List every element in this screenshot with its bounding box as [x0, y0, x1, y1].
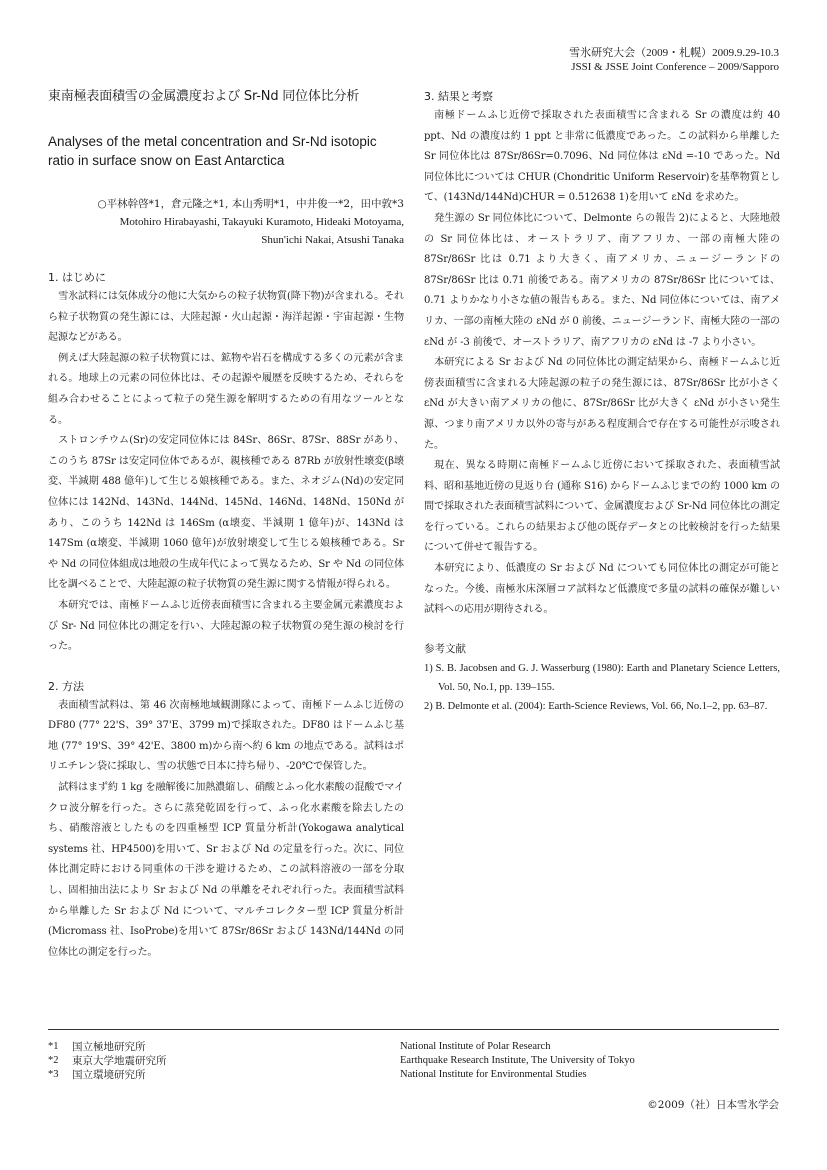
footnotes-english [400, 1040, 635, 1082]
authors-english-line1: Motohiro Hirabayashi, Takayuki Kuramoto, Hideaki Motoyama, [119, 216, 404, 228]
footnote-affiliation-en: National Institute for Environmental Studies [400, 1069, 587, 1080]
right-column [424, 88, 780, 716]
section-results-heading: 3. 結果と考察 [424, 90, 493, 103]
results-paragraph-1: 南極ドームふじ近傍で採取された表面積雪に含まれる Sr の濃度は約 40 ppt、Nd の濃度は約 1 ppt と非常に低濃度であった。この試料から単離した Sr 同位体比は 87Sr/86Sr=0.7096、Nd 同位体は εNd =-10 であった。Nd 同位体比については CHUR (Chondritic Uniform Reservoir)を基準物質として、(143Nd/144Nd)CHUR = 0.512638 1)を用いて εNd を求めた。 [424, 110, 780, 204]
footnote-mark: *2 [48, 1055, 59, 1066]
results-paragraph-5: 本研究により、低濃度の Sr および Nd についても同位体比の測定が可能となった。今後、南極氷床深層コア試料など低濃度で多量の試料の確保が難しい試料への応用が期待される。 [424, 563, 780, 616]
intro-paragraph-4: 本研究では、南極ドームふじ近傍表面積雪に含まれる主要金属元素濃度および Sr- Nd 同位体比の測定を行い、大陸起源の粒子状物質の発生源の検討を行った。 [48, 599, 404, 653]
footnote-divider [48, 1029, 779, 1030]
title-japanese: 東南極表面積雪の金属濃度および Sr-Nd 同位体比分析 [48, 89, 360, 104]
footnote-3 [48, 1068, 167, 1082]
footnote-affiliation-ja: 国立極地研究所 [72, 1041, 146, 1053]
footnote-mark: *1 [48, 1041, 59, 1052]
footnote-affiliation-en: National Institute of Polar Research [400, 1041, 551, 1052]
reference-2: 2) B. Delmonte et al. (2004): Earth-Science Reviews, Vol. 66, No.1–2, pp. 63–87. [424, 700, 768, 712]
authors-japanese: ○平林幹啓*1，倉元隆之*1, 本山秀明*1，中井俊一*2，田中敦*3 [97, 198, 404, 210]
results-paragraph-4: 現在、異なる時期に南極ドームふじ近傍において採取された、表面積雪試料、昭和基地近傍の見返り台 (通称 S16) からドームふじまでの約 1000 km の間で採取された表面積雪試料について、金属濃度および Sr-Nd 同位体比の測定を行っている。これらの結果および他の既存データとの比較検討を行った結果について併せて報告する。 [424, 460, 780, 554]
results-paragraph-3: 本研究による Sr および Nd の同位体比の測定結果から、南極ドームふじ近傍表面積雪に含まれる大陸起源の粒子の発生源には、87Sr/86Sr 比が小さく εNd が大きい南アメリカの他に、87Sr/86Sr 比が大きく εNd が小さい発生源、つまり南アメリカ以外の寄与がある程度割合で存在する可能性が示唆された。 [424, 357, 780, 451]
methods-paragraph-2: 試料はまず約 1 kg を融解後に加熱濃縮し、硝酸とふっ化水素酸の混酸でマイクロ波分解を行った。さらに蒸発乾固を行って、ふっ化水素酸を除去したのち、硝酸溶液としたものを四重極型 ICP 質量分析計(Yokogawa analytical systems 社、HP4500)を用いて、Sr および Nd の定量を行った。次に、同位体比測定時における同重体の干渉を避けるため、この試料溶液の一部を分取し、固相抽出法により Sr および Nd の単離をそれぞれ行った。表面積雪試料から単離した Sr および Nd について、マルチコレクター型 ICP 質量分析計(Micromass 社、IsoProbe)を用いて 87Sr/86Sr および 143Nd/144Nd の同位体比の測定を行った。 [48, 782, 404, 958]
footnote-affiliation-en: Earthquake Research Institute, The University of Tokyo [400, 1055, 635, 1066]
footnote-2 [48, 1054, 167, 1068]
footnote-affiliation-ja: 国立環境研究所 [72, 1069, 146, 1081]
section-introduction-heading: 1. はじめに [48, 271, 106, 284]
conference-header-en: JSSI & JSSE Joint Conference – 2009/Sapporo [571, 61, 779, 73]
conference-header-ja: 雪氷研究大会（2009・札幌）2009.9.29-10.3 [569, 47, 779, 59]
intro-paragraph-2: 例えば大陸起源の粒子状物質には、鉱物や岩石を構成する多くの元素が含まれる。地球上の元素の同位体比は、その起源や履歴を反映するため、それらを組み合わせることによって粒子の発生源を解明するための有用なツールとなる。 [48, 352, 404, 426]
references-heading: 参考文献 [424, 642, 466, 655]
intro-paragraph-1: 雪氷試料には気体成分の他に大気からの粒子状物質(降下物)が含まれる。それら粒子状物質の発生源には、大陸起源・火山起源・海洋起源・宇宙起源・生物起源などがある。 [48, 291, 404, 344]
conference-header [569, 46, 779, 74]
footnote-mark: *3 [48, 1069, 59, 1080]
methods-paragraph-1: 表面積雪試料は、第 46 次南極地域観測隊によって、南極ドームふじ近傍の DF80 (77° 22'S、39° 37'E、3799 m)で採取された。DF80 はドームふじ基地 (77° 19'S、39° 42'E、3800 m)から南へ約 6 km の地点である。試料はポリエチレン袋に採取し、雪の状態で日本に持ち帰り、-20℃で保管した。 [48, 699, 404, 773]
footnotes-japanese [48, 1040, 167, 1082]
intro-paragraph-3: ストロンチウム(Sr)の安定同位体には 84Sr、86Sr、87Sr、88Sr があり、このうち 87Sr は安定同位体であるが、親核種である 87Rb が放射性壊変(β壊変、半減期 488 億年)して生じる娘核種である。また、ネオジム(Nd)の安定同位体には 142Nd、143Nd、144Nd、145Nd、146Nd、148Nd、150Nd があり、このうち 142Nd は 146Sm (α壊変、半減期 1 億年)が、143Nd は 147Sm (α壊変、半減期 1060 億年)が放射壊変して生じる娘核種である。Sr や Nd の同位体組成は地殻の生成年代によって異なるため、Sr や Nd の同位体比を調べることで、大陸起源の粒子状物質の発生源に関する情報が得られる。 [48, 435, 404, 591]
title-english: Analyses of the metal concentration and Sr-Nd isotopic ratio in surface snow on East Antarctica [48, 134, 377, 168]
section-methods-heading: 2. 方法 [48, 679, 84, 693]
copyright-notice: ©2009（社）日本雪氷学会 [647, 1099, 779, 1111]
authors-english-line2: Shun'ichi Nakai, Atsushi Tanaka [261, 234, 404, 246]
results-paragraph-2: 発生源の Sr 同位体比について、Delmonte らの報告 2)によると、大陸地殻の Sr 同位体比は、オーストラリア、南アフリカ、一部の南極大陸の 87Sr/86Sr 比は 0.71 より大きく、南アメリカ、ニュージーランドの 87Sr/86Sr 比は 0.71 前後である。南アメリカの 87Sr/86Sr 比については、0.71 よりかなり小さな値の報告もある。また、Nd 同位体については、南アメリカ、一部の南極大陸の εNd が 0 前後、ニュージーランド、南極大陸の一部の εNd が -3 前後で、オーストラリア、南アフリカの εNd は -7 より小さい。 [424, 212, 780, 348]
footnote-1 [48, 1040, 167, 1054]
footnote-affiliation-ja: 東京大学地震研究所 [72, 1055, 167, 1067]
reference-1: 1) S. B. Jacobsen and G. J. Wasserburg (1980): Earth and Planetary Science Letters, Vol. 50, No.1, pp. 139–155. [424, 662, 780, 693]
left-column [48, 88, 404, 963]
